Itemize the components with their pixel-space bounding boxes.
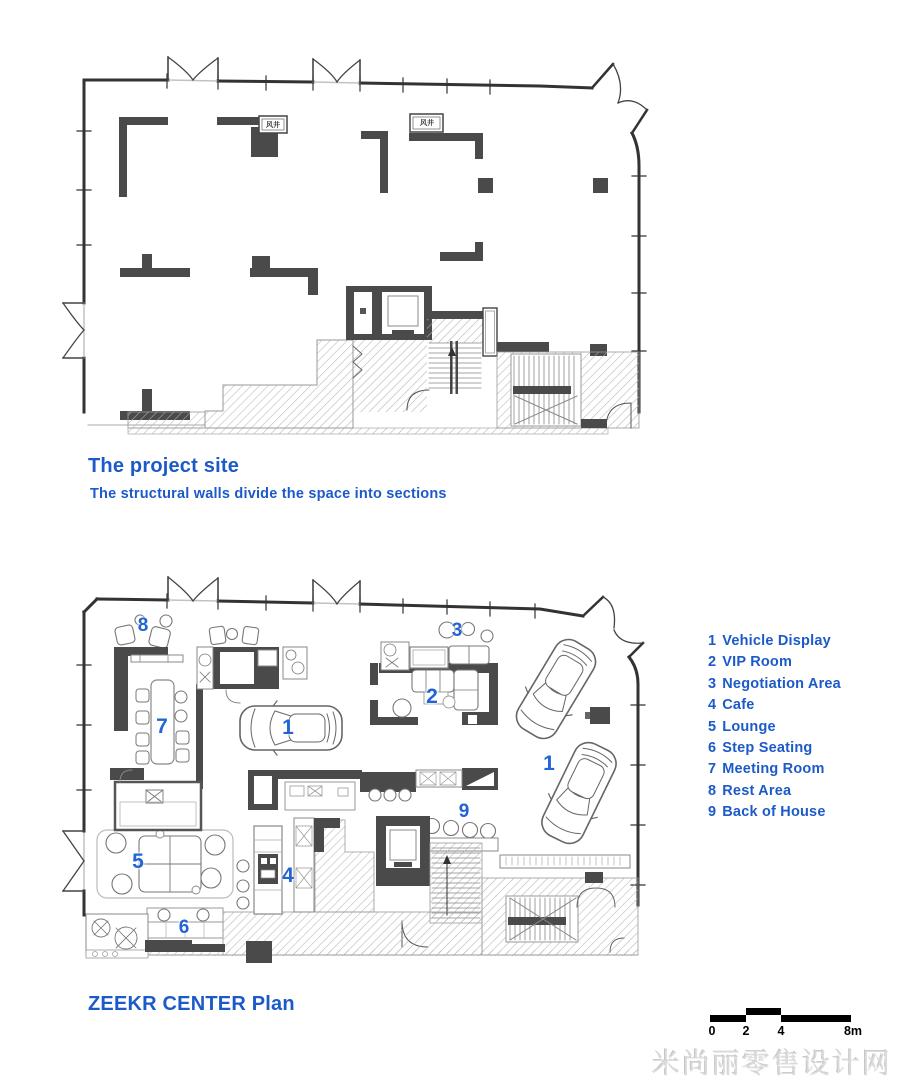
legend-num: 1 — [708, 633, 717, 649]
site-stair-2 — [497, 352, 639, 428]
room-label-vehicle-display-2: 1 — [543, 752, 555, 775]
zeekr-stair-2 — [506, 896, 578, 942]
air-shaft-label-2: 风井 — [420, 120, 434, 127]
legend-label: Cafe — [722, 697, 755, 714]
room-label-lounge: 5 — [132, 850, 144, 873]
legend-item-back-of-house — [708, 802, 841, 823]
legend-label: VIP Room — [722, 654, 793, 671]
room-label-meeting-room: 7 — [156, 715, 168, 738]
scale-bar — [708, 1008, 863, 1042]
legend-label: Negotiation Area — [722, 675, 841, 692]
room-label-cafe: 4 — [282, 864, 294, 887]
legend-label: Rest Area — [722, 782, 792, 799]
lounge — [97, 830, 233, 898]
site-stair-1 — [427, 311, 483, 394]
watermark: 米尚丽零售设计网 — [651, 1047, 892, 1080]
legend-num: 5 — [708, 718, 717, 735]
scale-tick-2: 2 — [742, 1024, 750, 1038]
room-label-vehicle-display-1: 1 — [282, 716, 294, 739]
room-label-step-seating: 6 — [178, 917, 190, 938]
room-label-back-of-house: 9 — [458, 801, 470, 822]
site-elevator — [346, 286, 432, 340]
scale-tick-4: 4 — [777, 1024, 785, 1038]
storage-room — [197, 647, 307, 703]
scale-bar-segment — [710, 1015, 746, 1022]
scale-tick-8m: 8m — [843, 1024, 863, 1038]
zeekr-bottom-walls — [145, 940, 272, 963]
legend-item-cafe — [708, 695, 841, 716]
legend-item-lounge — [708, 717, 841, 738]
legend-num: 7 — [708, 761, 717, 778]
legend-item-rest-area — [708, 781, 841, 802]
legend-label: Step Seating — [722, 740, 813, 757]
legend-num: 2 — [708, 654, 717, 671]
legend — [708, 631, 841, 824]
scale-bar-segment — [746, 1008, 781, 1015]
zeekr-elevator — [376, 816, 430, 886]
site-plan-subtitle: The structural walls divide the space into sections — [90, 486, 447, 502]
legend-item-vip-room — [708, 652, 841, 673]
site-plan — [63, 57, 647, 434]
rest-area-furniture — [114, 615, 259, 649]
air-shaft-label-1: 风井 — [266, 122, 280, 129]
charging-unit — [590, 707, 610, 724]
legend-num: 9 — [708, 804, 717, 821]
legend-item-meeting-room — [708, 759, 841, 780]
car-2 — [507, 631, 606, 746]
legend-item-negotiation-area — [708, 674, 841, 695]
room-label-vip-room: 2 — [426, 685, 438, 708]
planter-bottom-left — [86, 914, 148, 958]
site-service-core — [128, 286, 639, 434]
zeekr-plan — [63, 577, 645, 963]
room-label-rest-area: 8 — [137, 615, 149, 636]
legend-label: Meeting Room — [722, 761, 825, 778]
legend-num: 8 — [708, 782, 717, 799]
legend-label: Lounge — [722, 718, 776, 735]
legend-label: Back of House — [722, 804, 826, 821]
zeekr-plan-title: ZEEKR CENTER Plan — [88, 993, 295, 1015]
legend-item-step-seating — [708, 738, 841, 759]
legend-num: 3 — [708, 675, 717, 692]
legend-item-vehicle-display — [708, 631, 841, 652]
room-label-negotiation: 3 — [451, 620, 463, 641]
legend-label: Vehicle Display — [722, 633, 831, 649]
negotiation-area — [379, 622, 498, 673]
scale-bar-segment — [781, 1015, 851, 1022]
scale-tick-0: 0 — [708, 1024, 716, 1038]
legend-num: 6 — [708, 740, 717, 757]
site-plan-title: The project site — [88, 455, 240, 477]
legend-num: 4 — [708, 697, 717, 714]
